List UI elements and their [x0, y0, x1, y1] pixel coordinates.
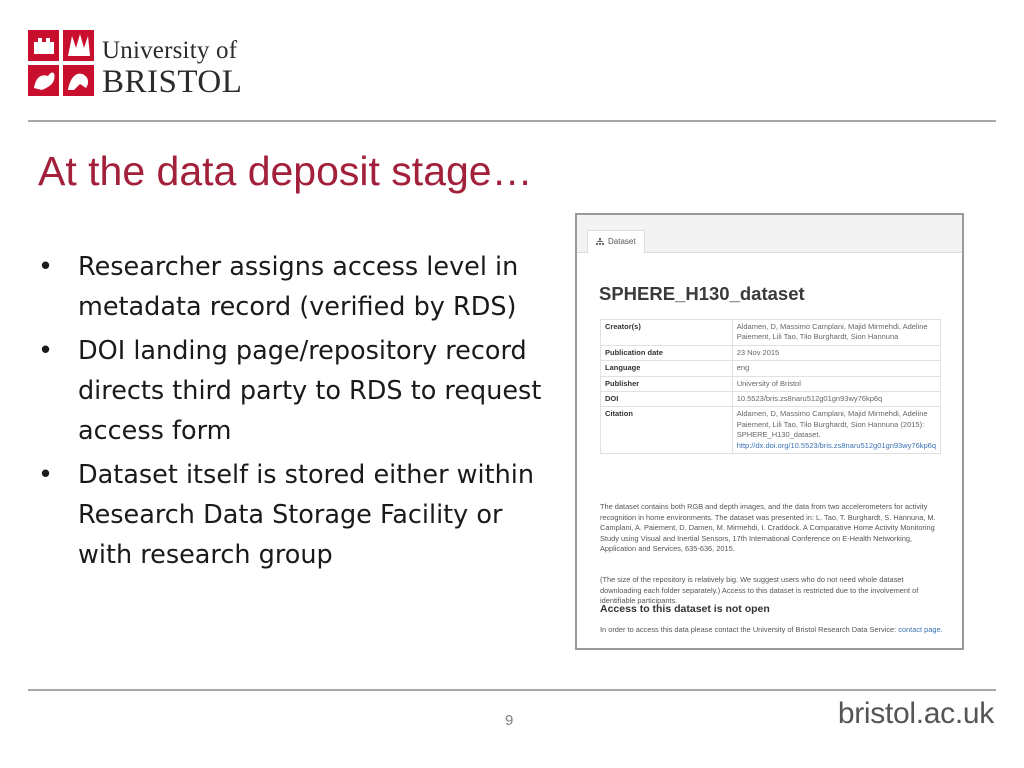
- sitemap-icon: [596, 238, 604, 246]
- footer-url: bristol.ac.uk: [837, 697, 994, 730]
- metadata-key: Publisher: [601, 376, 733, 391]
- bullet-list: [38, 247, 558, 579]
- tab-dataset[interactable]: [587, 230, 645, 253]
- bullet-icon: •: [38, 460, 54, 490]
- tab-label: Dataset: [608, 237, 636, 246]
- bullet-icon: •: [38, 336, 54, 366]
- metadata-key: Creator(s): [601, 320, 733, 346]
- tab-bar: [577, 215, 962, 253]
- citation-text: Aldamen, D, Massimo Camplani, Majid Mirmehdi, Adeline Paiement, Lili Tao, Tilo Burghardt, Sion Hannuna (2015): SPHERE_H130_dataset.: [736, 409, 928, 440]
- access-instruction: In order to access this data please contact the University of Bristol Research Data Service:: [600, 625, 897, 634]
- metadata-value: Aldamen, D, Massimo Camplani, Majid Mirmehdi, Adeline Paiement, Lili Tao, Tilo Burghardt, Sion Hannuna: [732, 320, 940, 346]
- metadata-value: University of Bristol: [732, 376, 940, 391]
- table-row: [601, 376, 941, 391]
- table-row: [601, 361, 941, 376]
- contact-page-link[interactable]: contact page.: [898, 625, 943, 634]
- logo-line-university-of: University of: [102, 37, 238, 64]
- metadata-value: [732, 407, 940, 454]
- access-heading: Access to this dataset is not open: [600, 603, 770, 615]
- university-crest-icon: [28, 30, 94, 96]
- table-row: [601, 345, 941, 360]
- bullet-icon: •: [38, 252, 54, 282]
- metadata-key: Publication date: [601, 345, 733, 360]
- bullet-text: Researcher assigns access level in metadata record (verified by RDS): [78, 252, 519, 322]
- logo-line-bristol: BRISTOL: [102, 64, 243, 100]
- metadata-value: 23 Nov 2015: [732, 345, 940, 360]
- university-logo: [28, 28, 258, 100]
- footer-divider: [28, 689, 996, 691]
- bullet-item: [38, 331, 558, 451]
- dataset-title: SPHERE_H130_dataset: [599, 283, 805, 304]
- dataset-description: The dataset contains both RGB and depth images, and the data from two accelerometers for activity recognition in home environments. The dataset was presented in: L. Tao, T. Burghardt, S. Hannuna, M. Camplani, A. Paiement, D. Damen, M. Mirmehdi, I. Craddock. A Comparative Home Activity Monitoring Study using Visual and Inertial Sensors, 17th International Conference on E-Health Networking, Application and Services, 635-636, 2015.: [600, 502, 936, 553]
- header-divider: [28, 120, 996, 122]
- metadata-value: eng: [732, 361, 940, 376]
- page-number: 9: [505, 712, 514, 729]
- metadata-value: 10.5523/bris.zs8naru512g01gn93wy76kp6q: [732, 392, 940, 407]
- metadata-table: [600, 319, 941, 454]
- size-note: (The size of the repository is relatively big. We suggest users who do not need whole dataset downloading each folder separately.) Access to this dataset is restricted due to the involvement of identifiable participants.: [600, 575, 919, 605]
- access-text: [600, 625, 945, 636]
- bullet-text: DOI landing page/repository record directs third party to RDS to request access form: [78, 336, 542, 446]
- slide-title: At the data deposit stage…: [38, 148, 533, 194]
- dataset-screenshot: [575, 213, 964, 650]
- bullet-item: [38, 455, 558, 575]
- bullet-text: Dataset itself is stored either within Research Data Storage Facility or with research group: [78, 460, 535, 570]
- table-row: [601, 392, 941, 407]
- metadata-key: DOI: [601, 392, 733, 407]
- citation-doi-link[interactable]: http://dx.doi.org/10.5523/bris.zs8naru512g01gn93wy76kp6q: [736, 440, 936, 450]
- table-row: [601, 320, 941, 346]
- metadata-key: Language: [601, 361, 733, 376]
- logo-wordmark: [102, 38, 242, 99]
- bullet-item: [38, 247, 558, 327]
- metadata-key: Citation: [601, 407, 733, 454]
- table-row: [601, 407, 941, 454]
